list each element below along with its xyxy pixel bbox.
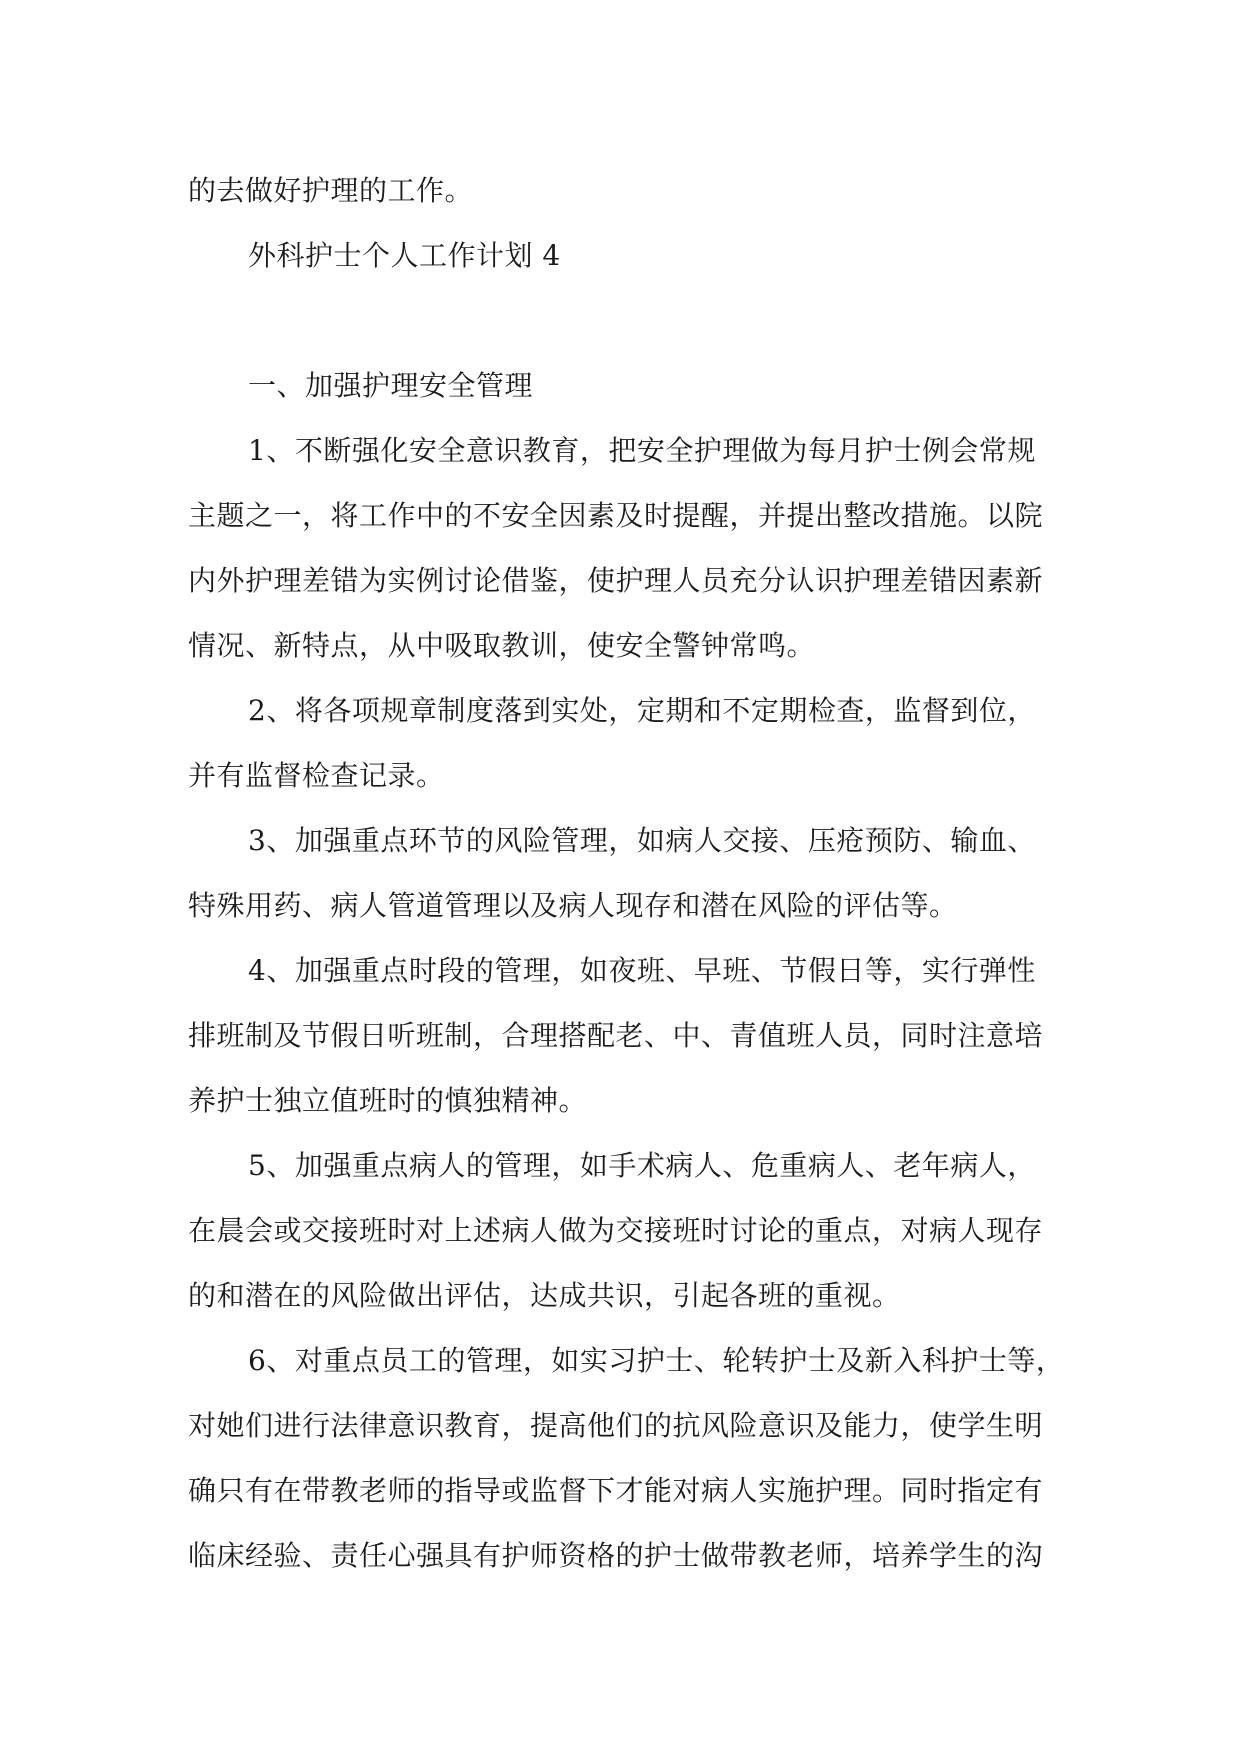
section-title: 外科护士个人工作计划 4 (248, 239, 561, 272)
section-heading: 一、加强护理安全管理 (248, 369, 534, 402)
blank-line (188, 288, 1058, 353)
paragraph-line: 的去做好护理的工作。 (188, 174, 474, 207)
paragraph-line: 确只有在带教老师的指导或监督下才能对病人实施护理。同时指定有 (188, 1474, 1044, 1507)
paragraph-line: 情况、新特点，从中吸取教训，使安全警钟常鸣。 (188, 629, 816, 662)
paragraph-line: 排班制及节假日听班制，合理搭配老、中、青值班人员，同时注意培 (188, 1019, 1044, 1052)
paragraph-line: 1、不断强化安全意识教育，把安全护理做为每月护士例会常规 (248, 434, 1036, 467)
paragraph-line: 特殊用药、病人管道管理以及病人现存和潜在风险的评估等。 (188, 889, 958, 922)
paragraph-line: 并有监督检查记录。 (188, 759, 445, 792)
paragraph-line: 内外护理差错为实例讨论借鉴，使护理人员充分认识护理差错因素新 (188, 564, 1044, 597)
paragraph-line: 3、加强重点环节的风险管理，如病人交接、压疮预防、输血、 (248, 824, 1036, 857)
document-body (188, 158, 1065, 1588)
paragraph-line: 6、对重点员工的管理，如实习护士、轮转护士及新入科护士等， (248, 1344, 1065, 1377)
paragraph-line: 的和潜在的风险做出评估，达成共识，引起各班的重视。 (188, 1279, 901, 1312)
paragraph-line: 养护士独立值班时的慎独精神。 (188, 1084, 588, 1117)
paragraph-line: 2、将各项规章制度落到实处，定期和不定期检查，监督到位， (248, 694, 1036, 727)
paragraph-line: 临床经验、责任心强具有护师资格的护士做带教老师，培养学生的沟 (188, 1539, 1044, 1572)
paragraph-line: 5、加强重点病人的管理，如手术病人、危重病人、老年病人， (248, 1149, 1036, 1182)
paragraph-line: 主题之一，将工作中的不安全因素及时提醒，并提出整改措施。以院 (188, 499, 1044, 532)
paragraph-line: 4、加强重点时段的管理，如夜班、早班、节假日等，实行弹性 (248, 954, 1036, 987)
paragraph-line: 在晨会或交接班时对上述病人做为交接班时讨论的重点，对病人现存 (188, 1214, 1044, 1247)
paragraph-line: 对她们进行法律意识教育，提高他们的抗风险意识及能力，使学生明 (188, 1409, 1044, 1442)
